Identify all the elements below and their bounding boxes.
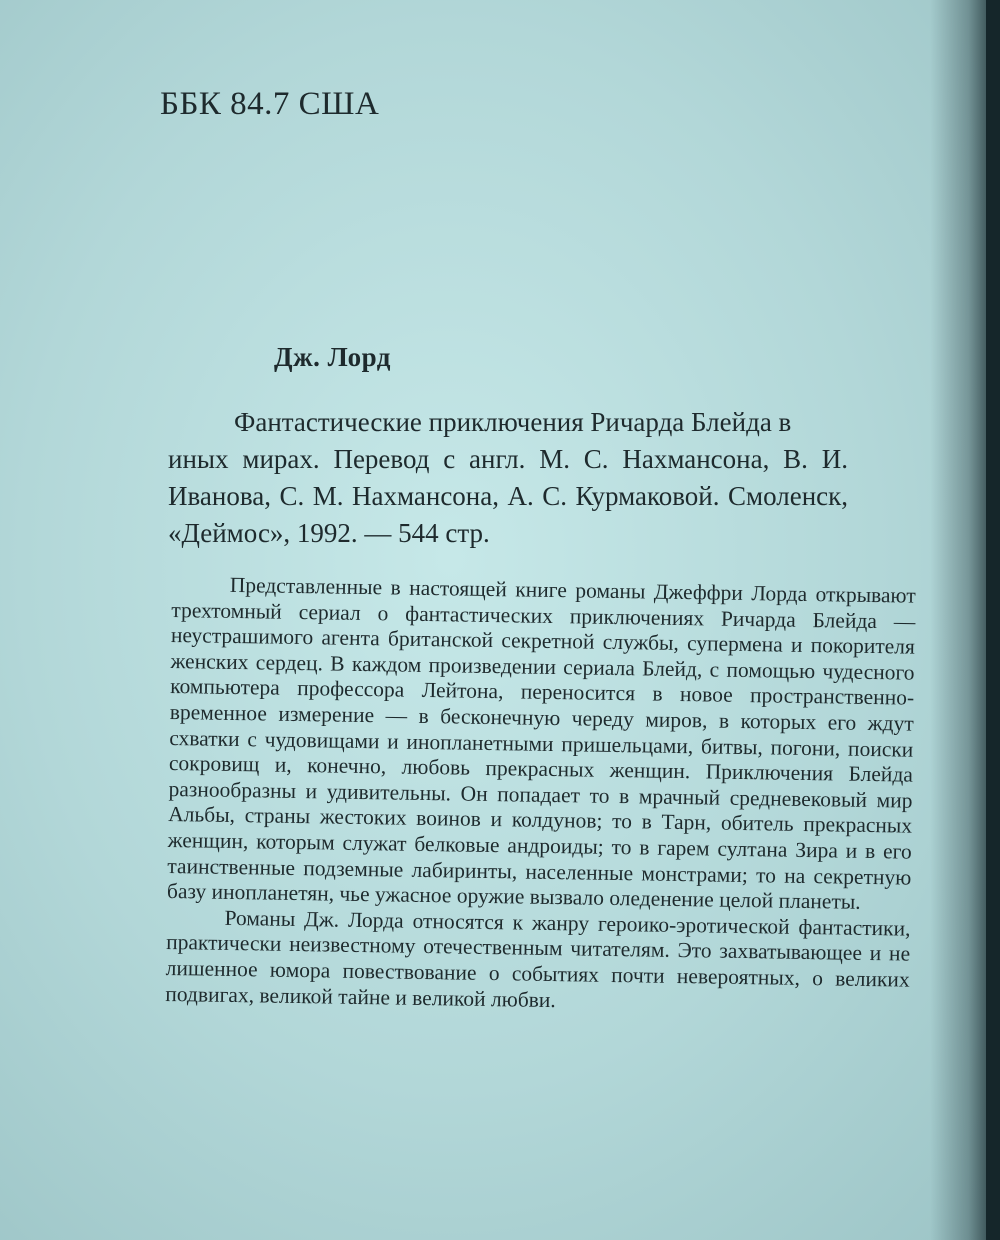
author-name: Дж. Лорд <box>274 342 391 372</box>
annotation-paragraph: Романы Дж. Лорда относятся к жанру героико-эротической фантастики, практически неизвестному отечественным читателям. Это захватывающее и не лишенное юмора повествование о событиях почти невероятных, о великих подвигах, великой тайне и великой любви. <box>165 905 911 1012</box>
bibliographic-description <box>168 404 848 552</box>
annotation-paragraph: Представленные в настоящей книге романы Джеффри Лорда открывают трехтомный сериал о фантастических приключениях Ричарда Блейда — неустрашимого агента британской секретной службы, супермена и покорителя женских сердец. В каждом произведении сериала Блейд, с помощью чудесного компьютера профессора Лейтона, переносится в новое пространственно-временное измерение — в бесконечную череду миров, в которых его ждут схватки с чудовищами и инопланетными пришельцами, битвы, погони, поиски сокровищ и, конечно, любовь прекрасных женщин. Приключения Блейда разнообразны и удивительны. Он попадает то в мрачный средневековый мир Альбы, страны жестоких воинов и колдунов; то в Тарн, обитель прекрасных женщин, которым служат белковые андроиды; то в гарем султана Зира и в его таинственные подземные лабиринты, населенные монстрами; то на секретную базу инопланетян, чье ужасное оружие вызвало оледенение целой планеты. <box>166 572 916 914</box>
biblio-rest: иных мирах. Перевод с англ. М. С. Нахмансона, В. И. Иванова, С. М. Нахмансона, А. С. Курмаковой. Смоленск, «Деймос», 1992. — 544 стр. <box>168 444 848 548</box>
book-spine-edge <box>986 0 1000 1240</box>
biblio-first-line: Фантастические приключения Ричарда Блейда в <box>234 407 792 437</box>
annotation <box>165 572 916 1019</box>
bbk-classification: ББК 84.7 США <box>160 86 380 122</box>
